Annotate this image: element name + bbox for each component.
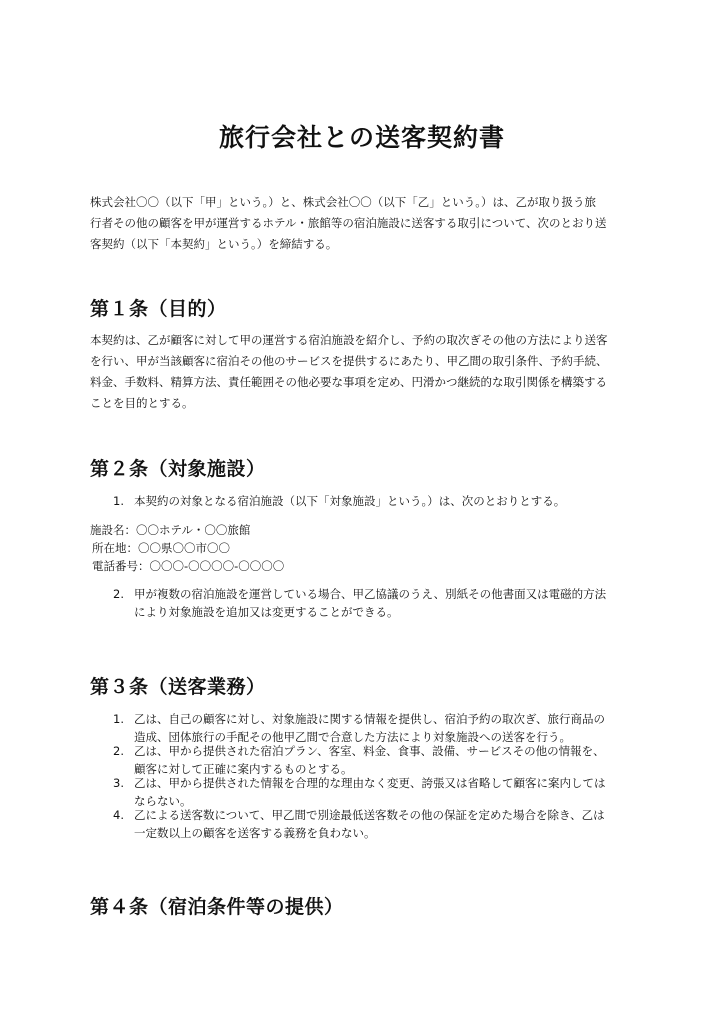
list-text: 本契約の対象となる宿泊施設（以下「対象施設」という。）は、次のとおりとする。: [134, 494, 566, 508]
list-text: 甲が複数の宿泊施設を運営している場合、甲乙協議のうえ、別紙その他書面又は電磁的方法 により対象施設を追加又は変更することができる。: [134, 587, 607, 619]
article-4-heading: 第４条（宿泊条件等の提供）: [90, 896, 344, 918]
list-number: 1.: [113, 712, 124, 726]
article-3-item-4: [110, 806, 638, 842]
article-2-heading: 第２条（対象施設）: [90, 458, 266, 480]
article-1-heading: 第１条（目的）: [90, 298, 227, 320]
facility-phone: 電話番号：〇〇〇-〇〇〇〇-〇〇〇〇: [92, 559, 285, 573]
list-text: 乙は、甲から提供された情報を合理的な理由なく変更、誇張又は省略して顧客に案内しては ならない。: [134, 776, 606, 808]
facility-name: 施設名：〇〇ホテル・〇〇旅館: [90, 523, 251, 537]
list-number: 2.: [113, 744, 124, 758]
preamble-paragraph: 株式会社〇〇（以下「甲」という。）と、株式会社〇〇（以下「乙」という。）は、乙が取り扱う旅 行者その他の顧客を甲が運営するホテル・旅館等の宿泊施設に送客する取引について、次のとおり送 客契約（以下「本契約」という。）を締結する。: [90, 195, 607, 251]
list-text: 乙は、自己の顧客に対し、対象施設に関する情報を提供し、宿泊予約の取次ぎ、旅行商品の 造成、団体旅行の手配その他甲乙間で合意した方法により対象施設への送客を行う。: [134, 712, 606, 744]
list-text: 乙による送客数について、甲乙間で別途最低送客数その他の保証を定めた場合を除き、乙は 一定数以上の顧客を送客する義務を負わない。: [134, 808, 605, 840]
article-2-item-2: [110, 585, 638, 621]
list-text: 乙は、甲から提供された宿泊プラン、客室、料金、食事、設備、サービスその他の情報を、 顧客に対して正確に案内するものとする。: [134, 744, 605, 776]
article-3-heading: 第３条（送客業務）: [90, 676, 266, 698]
list-number: 3.: [113, 776, 124, 790]
article-3-item-2: [110, 742, 638, 778]
article-3-item-1: [110, 710, 638, 746]
list-number: 4.: [113, 808, 124, 822]
list-number: 1.: [113, 494, 124, 508]
facility-address: 所在地：〇〇県〇〇市〇〇: [92, 541, 230, 555]
article-1-body: 本契約は、乙が顧客に対して甲の運営する宿泊施設を紹介し、予約の取次ぎその他の方法により送客 を行い、甲が当該顧客に宿泊その他のサービスを提供するにあたり、甲乙間の取引条件、予約手続、 料金、手数料、精算方法、責任範囲その他必要な事項を定め、円滑かつ継続的な取引関係を構築する ことを目的とする。: [90, 333, 608, 410]
list-number: 2.: [113, 587, 124, 601]
document-title: 旅行会社との送客契約書: [218, 123, 505, 152]
article-2-item-1: [110, 492, 638, 510]
article-3-item-3: [110, 774, 638, 810]
